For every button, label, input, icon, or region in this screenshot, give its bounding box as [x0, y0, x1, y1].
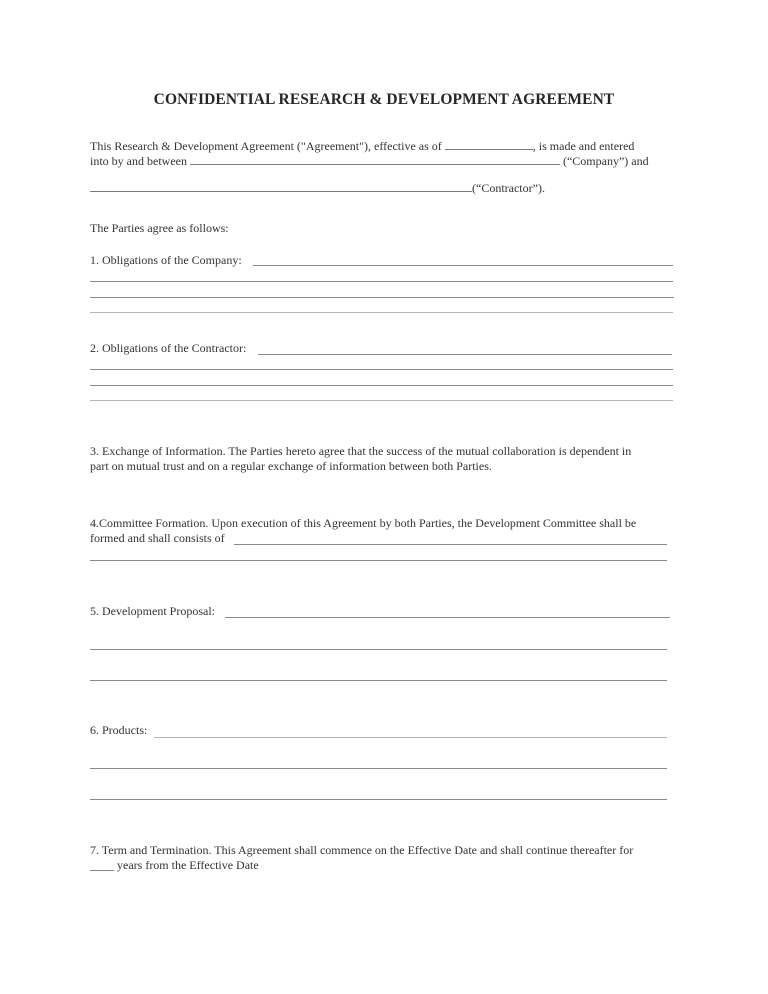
section-4-field-line[interactable]: [90, 560, 667, 561]
section-2-field-line[interactable]: [258, 354, 672, 355]
section-3-text: 3. Exchange of Information. The Parties hereto agree that the success of the mutual collaboration is dependent in: [90, 444, 632, 458]
intro-text: (“Company”) and: [562, 154, 649, 168]
term-years-field[interactable]: ____: [90, 858, 114, 872]
company-name-field[interactable]: [190, 153, 560, 165]
contractor-name-field[interactable]: [90, 180, 472, 192]
intro-text: (“Contractor”).: [472, 181, 545, 195]
intro-text: into by and between: [90, 154, 187, 168]
intro-text: This Research & Development Agreement ("Agreement"), effective as of: [90, 139, 442, 153]
section-7-text: years from the Effective Date: [117, 858, 259, 872]
section-3-text: part on mutual trust and on a regular exchange of information between both Parties.: [90, 459, 492, 473]
section-2-field-line[interactable]: [90, 369, 673, 370]
section-1-field-line[interactable]: [90, 297, 674, 298]
section-5-field-line[interactable]: [225, 617, 670, 618]
section-6-field-line[interactable]: [90, 799, 667, 800]
intro-line-1: [90, 138, 634, 154]
effective-date-field[interactable]: [445, 138, 533, 150]
section-5-label: 5. Development Proposal:: [90, 604, 215, 618]
intro-text: , is made and entered: [532, 139, 635, 153]
section-1-field-line[interactable]: [253, 265, 673, 266]
section-6-label: 6. Products:: [90, 723, 148, 737]
section-1-label: 1. Obligations of the Company:: [90, 253, 242, 267]
section-1-field-line[interactable]: [90, 312, 673, 313]
section-1-field-line[interactable]: [90, 281, 673, 282]
section-4-field-line[interactable]: [234, 544, 667, 545]
intro-line-3: [90, 180, 545, 196]
section-7-text: 7. Term and Termination. This Agreement shall commence on the Effective Date and shall continue thereafter for: [90, 843, 634, 857]
section-4-text: formed and shall consists of: [90, 531, 225, 545]
section-2-field-line[interactable]: [90, 400, 673, 401]
section-5-field-line[interactable]: [90, 680, 667, 681]
section-2-label: 2. Obligations of the Contractor:: [90, 341, 247, 355]
section-6-field-line[interactable]: [154, 737, 667, 738]
parties-agree-text: The Parties agree as follows:: [90, 221, 229, 235]
intro-line-2: [90, 153, 649, 169]
section-5-field-line[interactable]: [90, 649, 667, 650]
document-title: CONFIDENTIAL RESEARCH & DEVELOPMENT AGREEMENT: [153, 91, 615, 108]
section-2-field-line[interactable]: [90, 385, 673, 386]
section-4-text: 4.Committee Formation. Upon execution of this Agreement by both Parties, the Development Committee shall be: [90, 516, 637, 530]
section-7-line-2: [90, 858, 259, 873]
section-6-field-line[interactable]: [90, 768, 667, 769]
